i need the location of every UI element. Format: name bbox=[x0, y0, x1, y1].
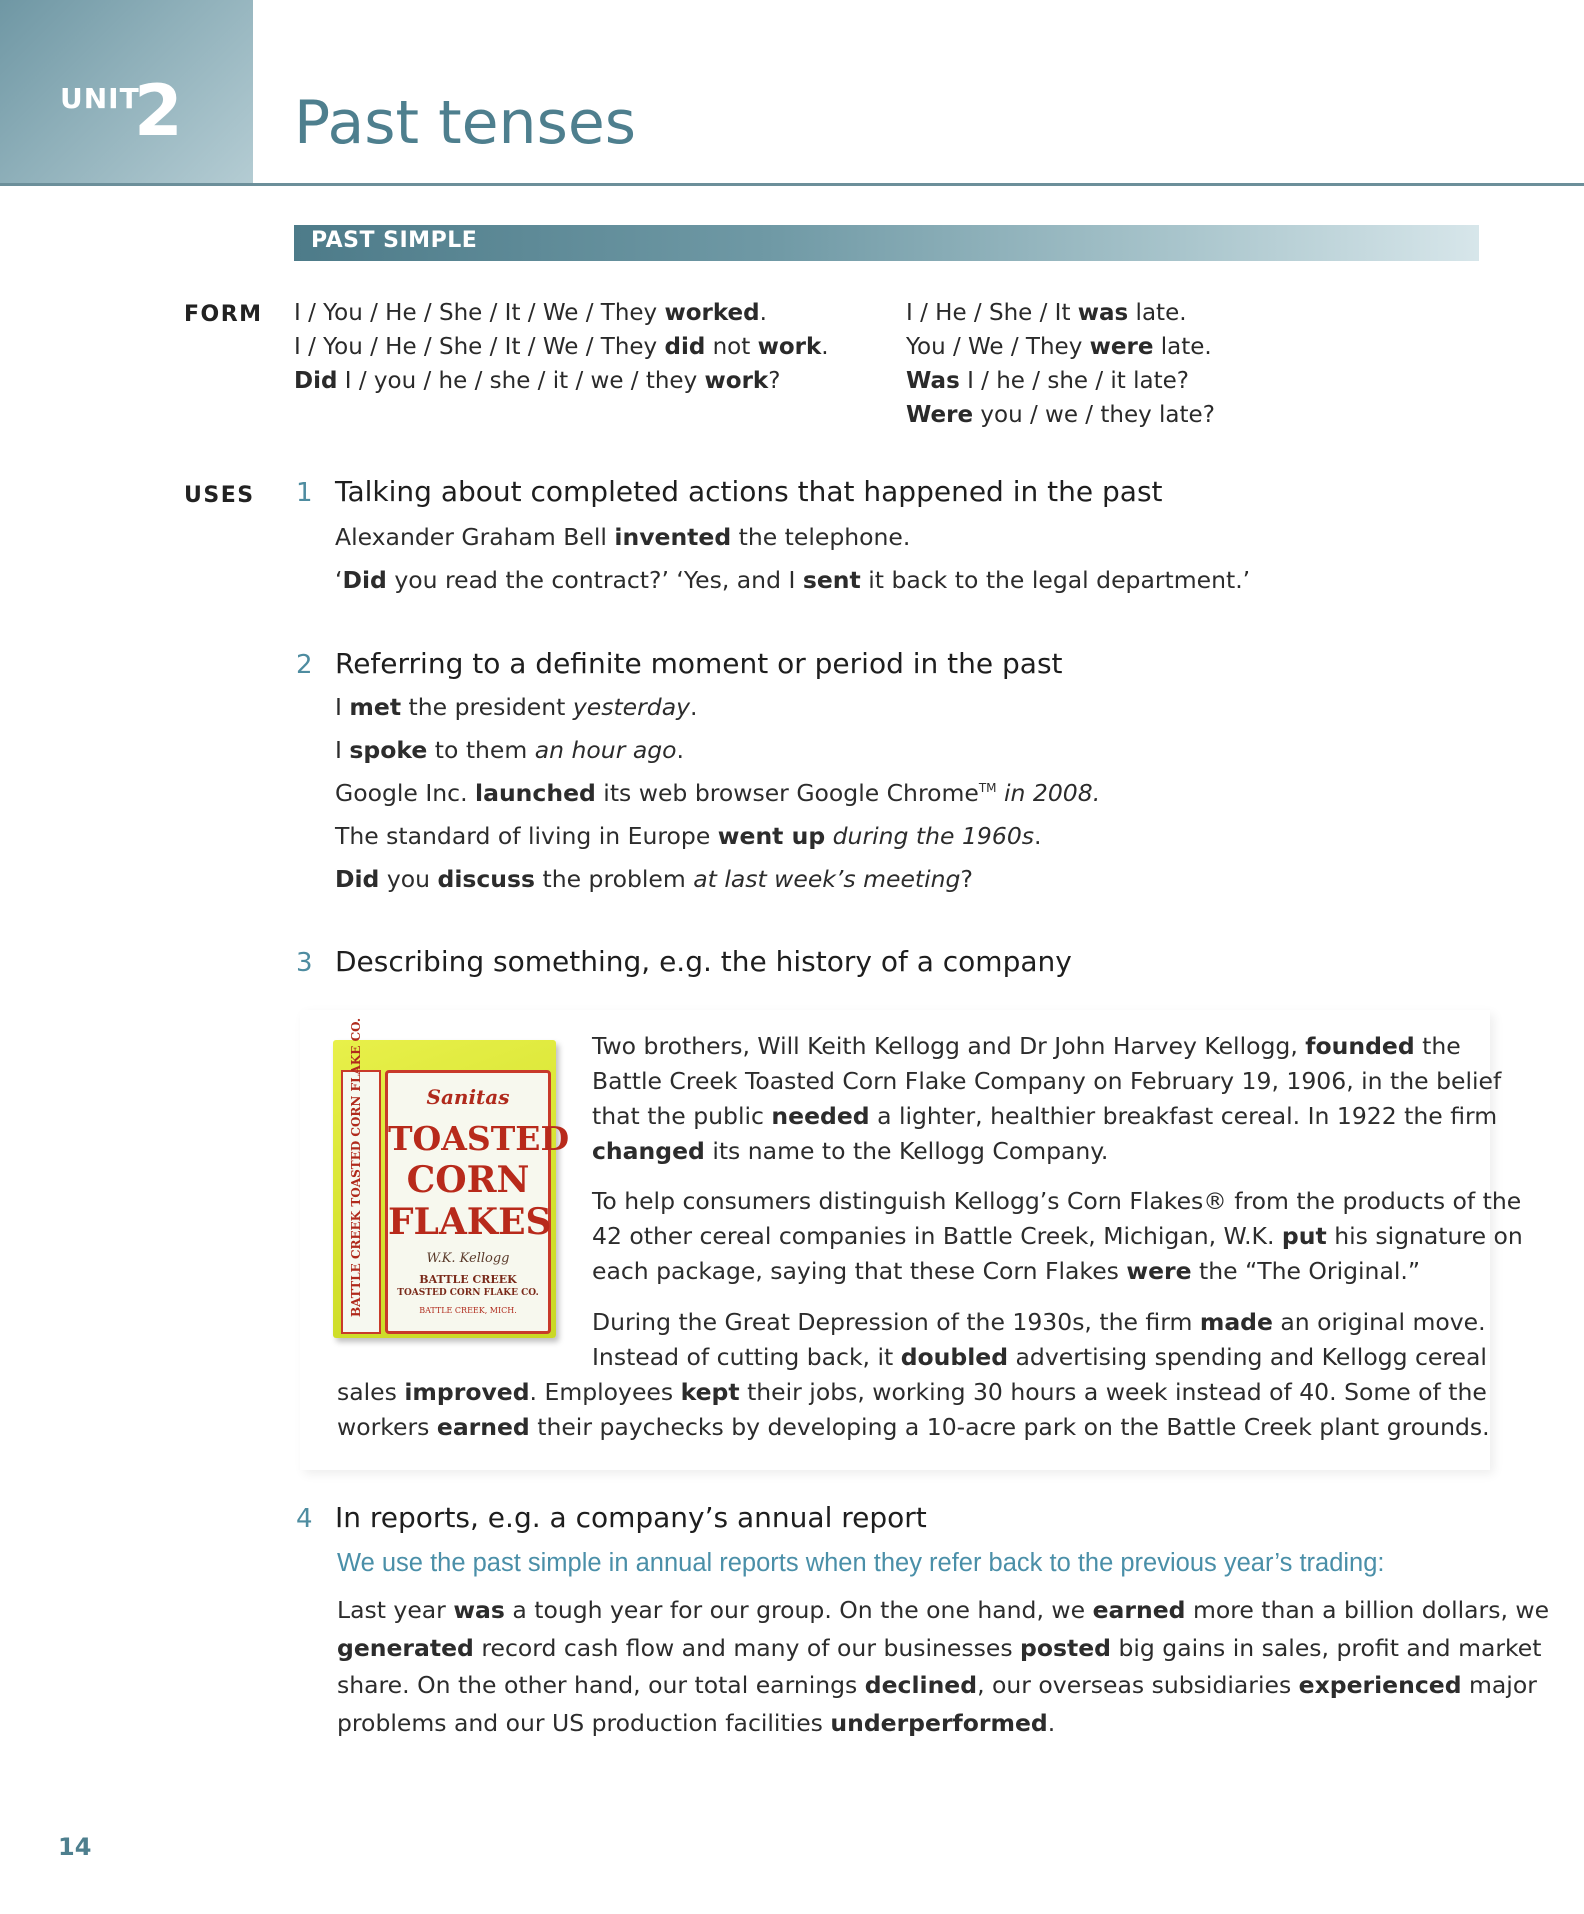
text-segment: Alexander Graham Bell bbox=[335, 523, 615, 551]
text-segment: 42 other cereal companies in Battle Creek, Michigan, W.K. bbox=[592, 1222, 1282, 1250]
time-expression: an hour ago bbox=[534, 736, 677, 764]
text-segment: late. bbox=[1153, 334, 1212, 360]
use-heading: Describing something, e.g. the history of a company bbox=[335, 945, 1072, 978]
text-segment: the bbox=[1414, 1032, 1461, 1060]
history-paragraph-continued bbox=[337, 1375, 1490, 1445]
text-segment: Google Inc. bbox=[335, 779, 476, 807]
text-line bbox=[592, 1134, 1501, 1169]
time-expression: at last week’s meeting bbox=[693, 865, 961, 893]
use-number: 1 bbox=[296, 478, 313, 508]
text-segment: their jobs, working 30 hours a week instead of 40. Some of the bbox=[739, 1378, 1487, 1406]
text-segment: problems and our US production facilities bbox=[337, 1708, 831, 1737]
text-segment: an original move. bbox=[1272, 1308, 1486, 1336]
text-line bbox=[337, 1410, 1490, 1445]
bold-verb: sent bbox=[802, 566, 861, 594]
text-segment: I / You / He / She / It / We / They bbox=[294, 300, 665, 326]
text-segment: that the public bbox=[592, 1102, 772, 1130]
text-segment: Two brothers, Will Keith Kellogg and Dr John Harvey Kellogg, bbox=[592, 1032, 1306, 1060]
bold-verb: made bbox=[1199, 1308, 1273, 1336]
label-signature: W.K. Kellogg bbox=[426, 1251, 510, 1266]
text-segment: ? bbox=[960, 865, 973, 893]
bold-verb: work bbox=[704, 368, 769, 394]
text-segment: a lighter, healthier breakfast cereal. In 1922 the firm bbox=[869, 1102, 1498, 1130]
bold-verb: declined bbox=[864, 1671, 978, 1699]
text-segment: late. bbox=[1128, 300, 1187, 326]
example-sentence bbox=[335, 523, 910, 551]
text-line bbox=[337, 1375, 1490, 1410]
text-segment: . bbox=[676, 736, 685, 764]
text-segment: ? bbox=[768, 368, 781, 394]
bold-verb: went up bbox=[717, 822, 826, 850]
bold-verb: were bbox=[1089, 334, 1154, 360]
use-number: 2 bbox=[296, 650, 313, 680]
bold-verb: experienced bbox=[1298, 1671, 1462, 1699]
form-line bbox=[906, 296, 1215, 330]
text-segment: his signature on bbox=[1326, 1222, 1523, 1250]
usage-note: We use the past simple in annual reports when they refer back to the previous year’s trading: bbox=[337, 1549, 1385, 1577]
form-right-column bbox=[906, 296, 1215, 432]
label-flakes: FLAKES bbox=[388, 1201, 552, 1243]
bold-verb: kept bbox=[680, 1378, 740, 1406]
text-segment: share. On the other hand, our total earnings bbox=[337, 1671, 865, 1699]
text-segment: . bbox=[1034, 822, 1042, 850]
text-segment: ‘ bbox=[335, 566, 343, 594]
bold-verb: needed bbox=[771, 1102, 870, 1130]
text-line bbox=[592, 1254, 1523, 1289]
label-maker-line1: BATTLE CREEK bbox=[419, 1273, 517, 1286]
bold-verb: doubled bbox=[900, 1343, 1009, 1371]
bold-verb: earned bbox=[436, 1413, 530, 1441]
text-line bbox=[337, 1667, 1549, 1705]
use-heading: Talking about completed actions that happened in the past bbox=[335, 475, 1163, 508]
text-line bbox=[337, 1592, 1549, 1630]
box-front-label bbox=[385, 1070, 570, 1334]
use-number: 3 bbox=[296, 948, 313, 978]
uses-label: USES bbox=[184, 483, 255, 508]
text-segment: . bbox=[690, 693, 698, 721]
example-sentence bbox=[335, 693, 698, 721]
text-segment: a tough year for our group. On the one hand, we bbox=[504, 1596, 1093, 1624]
bold-verb: was bbox=[1077, 300, 1129, 326]
section-title: PAST SIMPLE bbox=[311, 228, 478, 253]
text-segment: you bbox=[379, 865, 438, 893]
box-side-text: BATTLE CREEK TOASTED CORN FLAKE CO. bbox=[349, 1017, 363, 1317]
history-paragraph bbox=[592, 1305, 1487, 1375]
text-line bbox=[337, 1630, 1549, 1668]
box-side-panel bbox=[341, 1017, 381, 1334]
bold-verb: was bbox=[453, 1596, 505, 1624]
text-segment: you / we / they late? bbox=[973, 402, 1215, 428]
bold-verb: spoke bbox=[349, 736, 428, 764]
unit-badge bbox=[0, 0, 253, 183]
bold-verb: underperformed bbox=[830, 1708, 1048, 1737]
text-segment: major bbox=[1461, 1671, 1537, 1699]
form-line bbox=[906, 330, 1215, 364]
text-segment: I / he / she / it late? bbox=[959, 368, 1189, 394]
bold-verb: did bbox=[664, 334, 706, 360]
bold-verb: founded bbox=[1305, 1032, 1415, 1060]
text-segment: advertising spending and Kellogg cereal bbox=[1008, 1343, 1487, 1371]
example-sentence bbox=[335, 865, 973, 893]
annual-report-paragraph bbox=[337, 1592, 1549, 1742]
bold-verb: met bbox=[349, 693, 402, 721]
text-segment: . Employees bbox=[529, 1378, 681, 1406]
title-rule bbox=[0, 183, 1584, 186]
bold-verb: worked bbox=[664, 300, 760, 326]
text-line bbox=[592, 1219, 1523, 1254]
bold-verb: generated bbox=[337, 1633, 474, 1662]
text-line bbox=[592, 1029, 1501, 1064]
text-segment: to them bbox=[427, 736, 535, 764]
bold-verb: invented bbox=[614, 523, 732, 551]
bold-verb: put bbox=[1281, 1222, 1327, 1250]
text-segment: . bbox=[1047, 1708, 1056, 1737]
text-segment: The standard of living in Europe bbox=[335, 822, 718, 850]
corn-flakes-box-image bbox=[333, 1017, 570, 1338]
bold-verb: work bbox=[757, 334, 822, 360]
bold-verb: earned bbox=[1092, 1596, 1186, 1624]
text-line bbox=[337, 1705, 1549, 1743]
text-line bbox=[592, 1340, 1487, 1375]
text-segment: Last year bbox=[337, 1596, 454, 1624]
text-line bbox=[592, 1099, 1501, 1134]
bold-verb: Were bbox=[906, 402, 974, 428]
page-number: 14 bbox=[58, 1833, 92, 1861]
text-segment: . bbox=[759, 300, 767, 326]
time-expression: yesterday bbox=[572, 693, 691, 721]
bold-verb: improved bbox=[404, 1378, 530, 1406]
text-segment: big gains in sales, profit and market bbox=[1111, 1633, 1542, 1662]
label-maker-line2: TOASTED CORN FLAKE CO. bbox=[397, 1288, 539, 1298]
time-expression: in 2008. bbox=[1004, 779, 1101, 807]
trademark-symbol: TM bbox=[978, 781, 997, 796]
example-sentence bbox=[335, 822, 1042, 850]
text-segment: each package, saying that these Corn Flakes bbox=[592, 1257, 1127, 1285]
text-segment: You / We / They bbox=[906, 334, 1090, 360]
text-segment: , our overseas subsidiaries bbox=[977, 1671, 1299, 1699]
history-paragraph bbox=[592, 1184, 1523, 1289]
text-segment: the “The Original.” bbox=[1191, 1257, 1421, 1285]
unit-number: 2 bbox=[134, 70, 183, 152]
text-line bbox=[592, 1305, 1487, 1340]
text-segment: workers bbox=[337, 1413, 437, 1441]
bold-verb: Did bbox=[335, 865, 380, 893]
text-segment bbox=[997, 779, 1004, 807]
text-segment: . bbox=[821, 334, 829, 360]
text-segment: the problem bbox=[535, 865, 694, 893]
use-number: 4 bbox=[296, 1504, 313, 1534]
bold-verb: posted bbox=[1020, 1633, 1111, 1662]
label-city: BATTLE CREEK, MICH. bbox=[419, 1306, 517, 1315]
page-title: Past tenses bbox=[294, 88, 637, 158]
text-segment: During the Great Depression of the 1930s, the firm bbox=[592, 1308, 1200, 1336]
text-segment: their paychecks by developing a 10-acre park on the Battle Creek plant grounds. bbox=[529, 1413, 1490, 1441]
form-line bbox=[906, 364, 1215, 398]
bold-verb: changed bbox=[592, 1137, 705, 1165]
text-segment: I / He / She / It bbox=[906, 300, 1078, 326]
use-heading: Referring to a definite moment or period in the past bbox=[335, 647, 1063, 680]
form-line bbox=[906, 398, 1215, 432]
text-segment: I bbox=[335, 693, 350, 721]
section-bar bbox=[294, 225, 1479, 261]
text-segment: record cash flow and many of our businesses bbox=[473, 1633, 1021, 1662]
form-left-column bbox=[294, 296, 829, 398]
use-heading: In reports, e.g. a company’s annual report bbox=[335, 1501, 927, 1534]
text-segment: not bbox=[705, 334, 758, 360]
text-segment: I / You / He / She / It / We / They bbox=[294, 334, 665, 360]
form-line bbox=[294, 364, 829, 398]
form-label: FORM bbox=[184, 302, 263, 327]
text-segment: it back to the legal department.’ bbox=[860, 566, 1251, 594]
text-segment: Instead of cutting back, it bbox=[592, 1343, 901, 1371]
label-toasted: TOASTED bbox=[388, 1119, 570, 1158]
history-paragraph bbox=[592, 1029, 1501, 1169]
text-segment: Battle Creek Toasted Corn Flake Company on February 19, 1906, in the belief bbox=[592, 1067, 1502, 1095]
example-sentence bbox=[335, 779, 1100, 807]
bold-verb: launched bbox=[475, 779, 596, 807]
brand-script: Sanitas bbox=[426, 1085, 510, 1109]
text-segment bbox=[825, 822, 832, 850]
text-segment: I / you / he / she / it / we / they bbox=[337, 368, 705, 394]
text-segment: To help consumers distinguish Kellogg’s Corn Flakes® from the products of the bbox=[592, 1187, 1522, 1215]
text-line bbox=[592, 1184, 1523, 1219]
bold-verb: Did bbox=[294, 368, 338, 394]
bold-verb: were bbox=[1126, 1257, 1192, 1285]
text-segment: the president bbox=[401, 693, 573, 721]
example-sentence bbox=[335, 566, 1250, 594]
text-segment: its web browser Google Chrome bbox=[595, 779, 979, 807]
label-corn: CORN bbox=[406, 1159, 530, 1201]
form-line bbox=[294, 296, 829, 330]
text-line bbox=[592, 1064, 1501, 1099]
unit-label: UNIT bbox=[60, 82, 140, 115]
bold-verb: discuss bbox=[437, 865, 536, 893]
example-sentence bbox=[335, 736, 684, 764]
form-line bbox=[294, 330, 829, 364]
bold-verb: Was bbox=[906, 368, 960, 394]
text-segment: its name to the Kellogg Company. bbox=[704, 1137, 1109, 1165]
text-segment: the telephone. bbox=[731, 523, 911, 551]
text-segment: I bbox=[335, 736, 350, 764]
text-segment: you read the contract?’ ‘Yes, and I bbox=[386, 566, 803, 594]
bold-verb: Did bbox=[342, 566, 387, 594]
time-expression: during the 1960s bbox=[832, 822, 1035, 850]
text-segment: more than a billion dollars, we bbox=[1185, 1596, 1550, 1624]
text-segment: sales bbox=[337, 1378, 405, 1406]
